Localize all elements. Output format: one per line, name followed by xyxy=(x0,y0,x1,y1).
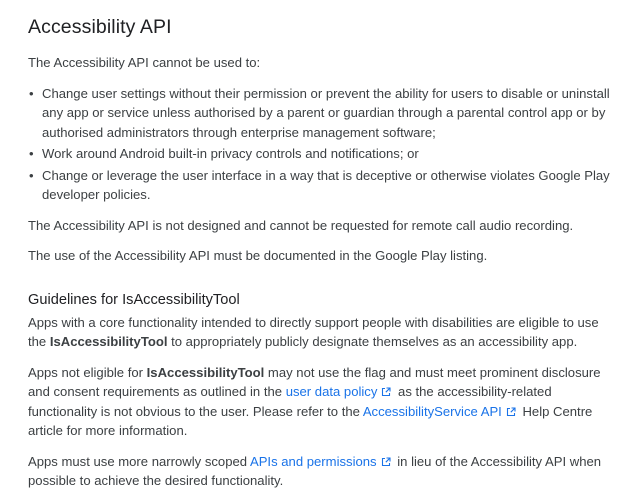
text-segment: Apps must use more narrowly scoped xyxy=(28,453,250,469)
text-segment: to appropriately publicly designate themselves as an accessibility app. xyxy=(167,334,578,349)
page-title: Accessibility API xyxy=(28,16,172,38)
list-item: • Work around Android built-in privacy controls and notifications; or xyxy=(28,144,616,164)
text-segment: Help Centre article for more information. xyxy=(28,403,593,438)
user-data-policy-link[interactable]: user data policy xyxy=(285,384,378,399)
text-segment: Apps with a core functionality intended to directly support people with disabilities are eligible to use the xyxy=(28,314,599,349)
text-segment: may not use the flag and must meet prominent disclosure and consent requirements as outlined in the xyxy=(28,364,601,399)
apis-and-permissions-link[interactable]: APIs and permissions xyxy=(249,453,377,469)
bold-term: IsAccessibilityTool xyxy=(146,364,265,380)
not-designed-paragraph: The Accessibility API is not designed and cannot be requested for remote call audio recording. xyxy=(28,217,574,233)
intro-paragraph: The Accessibility API cannot be used to: xyxy=(28,55,261,70)
list-item: • Change or leverage the user interface in a way that is deceptive or otherwise violates Google Play developer policies. xyxy=(28,166,616,205)
list-item: • Change user settings without their permission or prevent the ability for users to disable or uninstall any app or service unless authorised by a parent or guardian through a parental control app or by authorised administrators through enterprise management software; xyxy=(28,84,616,143)
not-eligible-paragraph xyxy=(28,363,616,441)
text-segment: as the accessibility-related functionality is not obvious to the user. Please refer to the xyxy=(28,384,552,419)
external-link-icon[interactable] xyxy=(506,407,516,417)
restrictions-list xyxy=(28,84,616,205)
documented-paragraph: The use of the Accessibility API must be documented in the Google Play listing. xyxy=(28,248,488,263)
eligible-paragraph xyxy=(28,313,616,352)
external-link-icon[interactable] xyxy=(381,457,391,467)
external-link-icon[interactable] xyxy=(381,387,391,397)
guidelines-heading: Guidelines for IsAccessibilityTool xyxy=(28,291,240,308)
accessibility-service-api-link[interactable]: AccessibilityService API xyxy=(362,403,502,419)
text-segment: in lieu of the Accessibility API when possible to achieve the desired functionality. xyxy=(28,453,602,488)
bold-term: IsAccessibilityTool xyxy=(49,334,168,349)
narrow-scope-paragraph xyxy=(28,452,616,491)
text-segment: Apps not eligible for xyxy=(28,364,147,380)
